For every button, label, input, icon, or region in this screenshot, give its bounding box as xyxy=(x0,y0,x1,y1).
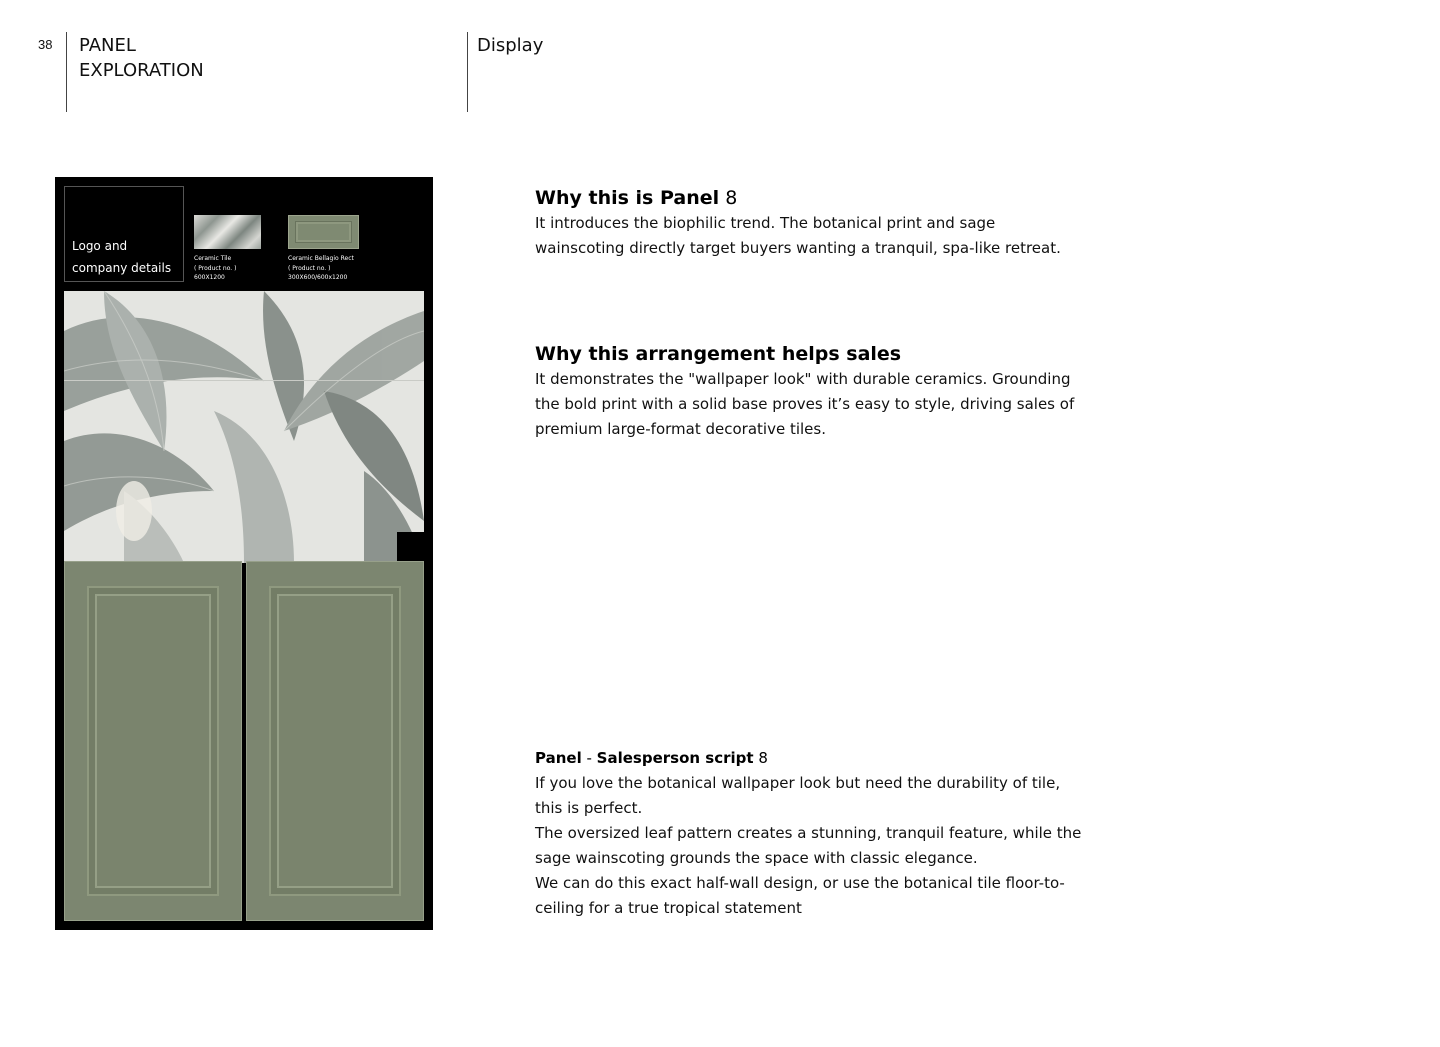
why-arrangement-heading xyxy=(535,342,1085,367)
script-line: We can do this exact half-wall design, or use the botanical tile floor-to-ceiling for a true tropical statement xyxy=(535,874,1065,917)
wainscot-tile xyxy=(64,561,242,921)
logo-text-line2: company details xyxy=(72,261,172,275)
swatch-size: 600X1200 xyxy=(194,274,225,281)
wainscot-frame xyxy=(87,586,219,896)
swatch-product: ( Product no. ) xyxy=(288,264,331,272)
why-panel-section xyxy=(535,186,1085,261)
script-label-title: Salesperson script xyxy=(596,749,754,767)
botanical-tile-image xyxy=(64,291,424,563)
salesperson-script-section xyxy=(535,746,1085,921)
ceramic-tile-caption xyxy=(194,254,236,283)
script-number: 8 xyxy=(758,749,768,767)
wainscot-frame xyxy=(269,586,401,896)
tile-seam xyxy=(64,380,424,381)
section-label: Display xyxy=(477,35,544,56)
section-title xyxy=(79,33,204,83)
sage-wainscoting xyxy=(64,561,424,921)
section-title-line2: EXPLORATION xyxy=(79,60,204,81)
panel-notch xyxy=(397,532,425,562)
section-title-line1: PANEL xyxy=(79,35,136,56)
script-label-panel: Panel xyxy=(535,749,582,767)
panel-mockup xyxy=(55,177,433,930)
bellagio-tile-swatch xyxy=(288,215,359,249)
why-panel-heading-text: Why this is Panel xyxy=(535,187,720,209)
why-arrangement-heading-text: Why this arrangement helps sales xyxy=(535,343,902,365)
script-heading xyxy=(535,746,1085,771)
why-panel-heading xyxy=(535,186,1085,211)
logo-text-line1: Logo and xyxy=(72,239,128,253)
why-panel-body: It introduces the biophilic trend. The botanical print and sage wainscoting directly target buyers wanting a tranquil, spa-like retreat. xyxy=(535,214,1061,257)
page-number: 38 xyxy=(38,37,53,52)
script-separator: - xyxy=(581,749,597,767)
botanical-leaf-pattern xyxy=(64,291,424,563)
why-arrangement-section xyxy=(535,342,1085,442)
ceramic-tile-swatch xyxy=(194,215,261,249)
logo-placeholder xyxy=(64,186,184,282)
panel-number: 8 xyxy=(725,187,738,209)
header-divider-left xyxy=(66,32,67,112)
bellagio-tile-caption xyxy=(288,254,354,283)
why-arrangement-body: It demonstrates the "wallpaper look" with durable ceramics. Grounding the bold print with a solid base proves it’s easy to style, driving sales of premium large-format decorative tiles. xyxy=(535,370,1075,438)
swatch-name: Ceramic Bellagio Rect xyxy=(288,255,354,262)
header-divider-right xyxy=(467,32,468,112)
swatch-size: 300X600/600x1200 xyxy=(288,274,348,281)
wainscot-tile xyxy=(246,561,424,921)
swatch-product: ( Product no. ) xyxy=(194,264,237,272)
script-line: If you love the botanical wallpaper look but need the durability of tile, this is perfect. xyxy=(535,774,1061,817)
swatch-name: Ceramic Tile xyxy=(194,255,232,262)
script-line: The oversized leaf pattern creates a stunning, tranquil feature, while the sage wainscoting grounds the space with classic elegance. xyxy=(535,824,1082,867)
